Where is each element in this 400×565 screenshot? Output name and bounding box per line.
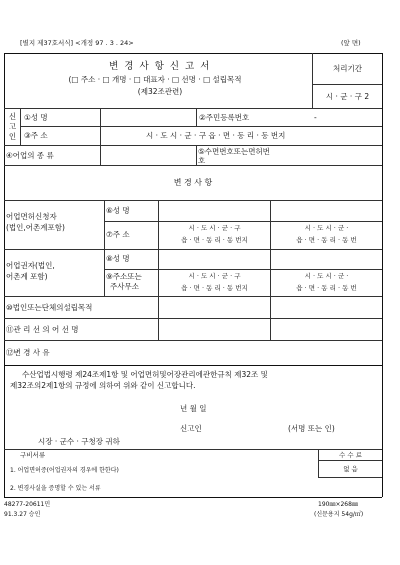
reporter-address-template: 시 · 도 시 · 군 · 구 읍 · 면 · 동 리 · 동 번지 bbox=[146, 131, 286, 140]
license-applicant-label: 어업면허신청자 bbox=[6, 212, 57, 221]
establishment-purpose-label: ⑩법인또는단체의설립목적 bbox=[6, 303, 93, 312]
declaration-date: 년 월 일 bbox=[180, 404, 207, 413]
change-type-options: (□ 주소 · □ 개명 · □ 대표자 · □ 선명 · □ 설립목적 bbox=[68, 75, 242, 84]
col-line bbox=[196, 145, 197, 165]
license-address-after-2: 읍 · 면 · 동 리 · 동 번 bbox=[296, 236, 357, 244]
resident-no-separator: - bbox=[314, 113, 317, 122]
processing-box-line bbox=[312, 84, 382, 85]
row-line bbox=[104, 221, 382, 222]
change-reason-label: ⑫변 경 사 유 bbox=[6, 348, 50, 357]
row-line bbox=[104, 269, 382, 270]
processing-period-value: 시 · 군 · 구 2 bbox=[325, 92, 370, 101]
resident-no-field[interactable] bbox=[262, 110, 380, 124]
reporter-name-field[interactable] bbox=[102, 110, 194, 124]
permit-no-label-cont: 호 bbox=[198, 156, 206, 165]
vessel-name-label: ⑪관 리 선 의 어 선 명 bbox=[6, 325, 79, 334]
row-line bbox=[4, 318, 382, 319]
fee-heading: 수 수 료 bbox=[339, 451, 362, 459]
row-line bbox=[4, 145, 382, 146]
addressee: 시장 · 군수 · 구청장 귀하 bbox=[38, 437, 120, 446]
form-subtitle: (제32조관련) bbox=[137, 87, 183, 96]
row-line bbox=[318, 477, 382, 478]
rights-address-label: ⑨주소또는 bbox=[106, 272, 142, 281]
col-line bbox=[270, 296, 271, 340]
row-line bbox=[4, 249, 382, 250]
fishery-type-field[interactable] bbox=[102, 147, 194, 163]
license-applicant-label-cont: (법인,어촌계포함) bbox=[6, 223, 65, 232]
required-document-1: 1. 어업면허증(어업권자의 경우에 한한다) bbox=[10, 467, 119, 474]
rights-address-after-1: 시 · 도 시 · 군 · bbox=[304, 272, 349, 280]
form-number: [별지 제37호서식] <개정 97 . 3 . 24> bbox=[20, 39, 134, 47]
required-document-2: 2. 변경사실을 증명할 수 있는 서류 bbox=[10, 485, 101, 492]
rights-address-label-cont: 주사무소 bbox=[110, 282, 139, 291]
row-line bbox=[4, 449, 382, 450]
rights-holder-label: 어업권자(법인, bbox=[6, 261, 55, 270]
form-bottom-border bbox=[4, 497, 382, 498]
declaration-line-1: 수산업법시행령 제24조제1항 및 어업면허및어장관리에관한규칙 제32조 및 bbox=[22, 370, 268, 379]
reporter-label-2: 고 bbox=[8, 122, 17, 131]
col-line bbox=[100, 108, 101, 145]
row-line bbox=[20, 126, 382, 127]
changes-heading: 변 경 사 항 bbox=[173, 178, 213, 187]
rights-address-before-2: 읍 · 면 · 동 리 · 동 번지 bbox=[181, 284, 248, 292]
reporter-signature-label: 신고인 bbox=[180, 424, 202, 433]
reporter-address-label: ③주 소 bbox=[24, 131, 48, 140]
paper-size: 190㎜×268㎜ bbox=[318, 501, 358, 508]
license-address-before-1: 시 · 도 시 · 군 · 구 bbox=[188, 224, 241, 232]
form-title: 변 경 사 항 신 고 서 bbox=[109, 61, 211, 72]
page-side-label: (앞 면) bbox=[341, 39, 361, 47]
col-line bbox=[196, 108, 197, 126]
resident-no-label: ②주민등록번호 bbox=[199, 113, 250, 122]
paper-type: (신문용지 54g/㎡) bbox=[314, 511, 364, 518]
approval-date: 91.3.27 승인 bbox=[4, 511, 41, 518]
row-line bbox=[4, 340, 382, 341]
row-line bbox=[4, 108, 382, 109]
row-line bbox=[4, 165, 382, 166]
col-line bbox=[104, 200, 105, 296]
row-line bbox=[4, 200, 382, 201]
row-line bbox=[4, 365, 382, 366]
form-right-border bbox=[382, 53, 383, 497]
rights-holder-label-cont: 어촌계 포함) bbox=[6, 272, 48, 281]
change-reason-field[interactable] bbox=[160, 342, 380, 362]
license-address-label: ⑦주 소 bbox=[106, 230, 130, 239]
license-address-after-1: 시 · 도 시 · 군 · bbox=[304, 224, 349, 232]
reporter-name-label: ①성 명 bbox=[24, 113, 48, 122]
rights-address-after-2: 읍 · 면 · 동 리 · 동 번 bbox=[296, 284, 357, 292]
reporter-label-1: 신 bbox=[8, 112, 17, 121]
declaration-line-2: 제32조의2제1항의 규정에 의하여 위와 같이 신고합니다. bbox=[10, 381, 196, 390]
form-top-border bbox=[4, 53, 382, 54]
processing-period-label: 처리기간 bbox=[333, 64, 362, 73]
row-line bbox=[318, 460, 382, 461]
license-address-before-2: 읍 · 면 · 동 리 · 동 번지 bbox=[181, 236, 248, 244]
col-line bbox=[158, 200, 159, 296]
reporter-label-3: 인 bbox=[8, 132, 17, 141]
col-line bbox=[158, 296, 159, 340]
signature-or-seal: (서명 또는 인) bbox=[288, 424, 335, 433]
rights-address-before-1: 시 · 도 시 · 군 · 구 bbox=[188, 272, 241, 280]
permit-no-label: ⑤수면번호또는면허번 bbox=[198, 147, 270, 156]
col-line bbox=[20, 108, 21, 145]
rights-name-label: ⑧성 명 bbox=[106, 254, 130, 263]
row-line bbox=[4, 296, 382, 297]
fishery-type-label: ④어업의 종 류 bbox=[6, 151, 54, 160]
fee-value: 없 음 bbox=[343, 465, 358, 473]
col-line bbox=[270, 200, 271, 296]
col-line bbox=[100, 145, 101, 165]
license-name-label: ⑥성 명 bbox=[106, 206, 130, 215]
required-documents-heading: 구비서류 bbox=[20, 451, 46, 459]
form-code: 48277-20611민 bbox=[4, 501, 51, 508]
